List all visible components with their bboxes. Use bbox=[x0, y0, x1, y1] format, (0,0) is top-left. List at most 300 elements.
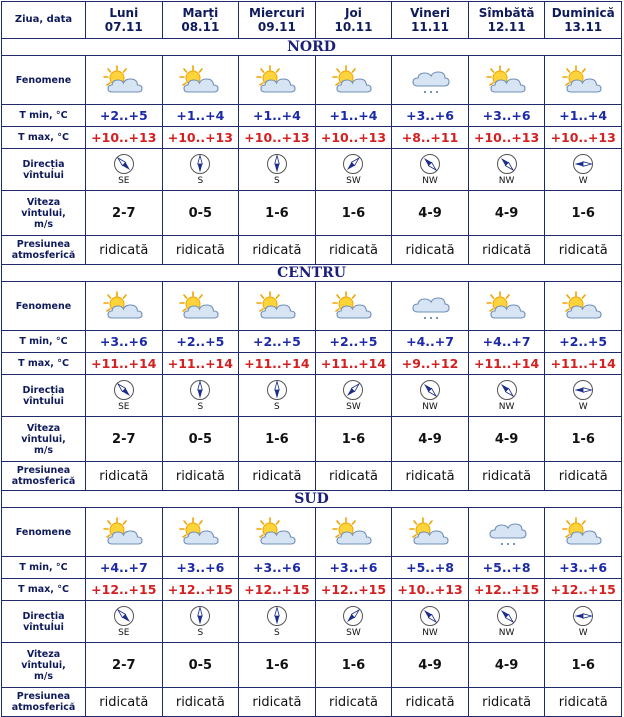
pressure-cell: ridicată bbox=[545, 236, 621, 264]
row-label-line: Viteza bbox=[26, 422, 61, 434]
compass-arrow-icon bbox=[572, 153, 594, 175]
wind-speed-cell: 1-6 bbox=[316, 191, 392, 235]
row-label-line: Fenomene bbox=[15, 74, 72, 86]
tmax-cell: +9..+12 bbox=[392, 353, 468, 374]
sun-cloud-icon bbox=[469, 290, 545, 322]
pressure-cell: ridicată bbox=[392, 688, 468, 716]
tmax-cell: +10..+13 bbox=[316, 127, 392, 148]
wind-direction-code: NW bbox=[498, 628, 515, 638]
region-title: SUD bbox=[2, 491, 621, 507]
phenomena-cell bbox=[163, 508, 239, 556]
tmin-cell: +1..+4 bbox=[239, 105, 315, 126]
pressure-cell: ridicată bbox=[316, 462, 392, 490]
phenomena-cell bbox=[86, 508, 162, 556]
sun-cloud-icon bbox=[316, 64, 392, 96]
tmax-cell: +12..+15 bbox=[86, 579, 162, 600]
compass-arrow-icon bbox=[266, 153, 288, 175]
phenomena-cell bbox=[392, 56, 468, 104]
pressure-row bbox=[2, 462, 621, 490]
wind-speed-row bbox=[2, 643, 621, 687]
phenomena-cell bbox=[163, 56, 239, 104]
phenomena-row bbox=[2, 56, 621, 104]
wind-speed-row bbox=[2, 417, 621, 461]
wind-speed-cell: 1-6 bbox=[239, 643, 315, 687]
row-label-line: vîntului, bbox=[21, 207, 66, 219]
day-name: Miercuri bbox=[249, 6, 305, 20]
row-label bbox=[2, 508, 85, 556]
day-date: 08.11 bbox=[181, 20, 220, 34]
sun-cloud-icon bbox=[86, 64, 162, 96]
row-label-line: vîntului bbox=[23, 621, 64, 633]
phenomena-cell bbox=[86, 282, 162, 330]
day-name: Vineri bbox=[410, 6, 450, 20]
wind-direction-code: SE bbox=[118, 176, 130, 186]
compass-arrow-icon bbox=[113, 379, 135, 401]
tmax-cell: +12..+15 bbox=[545, 579, 621, 600]
wind-direction bbox=[239, 153, 315, 186]
tmin-cell: +2..+5 bbox=[239, 331, 315, 352]
sun-cloud-icon bbox=[163, 64, 239, 96]
compass-arrow-icon bbox=[113, 605, 135, 627]
wind-direction bbox=[392, 379, 468, 412]
tmin-cell: +1..+4 bbox=[545, 105, 621, 126]
wind-speed-cell: 4-9 bbox=[469, 643, 545, 687]
wind-direction bbox=[86, 605, 162, 638]
tmin-row bbox=[2, 105, 621, 126]
cloud-snow-icon bbox=[392, 64, 468, 96]
wind-direction bbox=[239, 605, 315, 638]
wind-direction-code: NW bbox=[422, 402, 438, 412]
pressure-cell: ridicată bbox=[239, 688, 315, 716]
wind-direction-code: S bbox=[197, 628, 204, 638]
wind-direction bbox=[163, 379, 239, 412]
tmin-cell: +3..+6 bbox=[469, 105, 545, 126]
row-label bbox=[2, 375, 85, 416]
row-label bbox=[2, 643, 85, 687]
phenomena-cell bbox=[239, 508, 315, 556]
tmin-cell: +4..+7 bbox=[469, 331, 545, 352]
pressure-cell: ridicată bbox=[163, 236, 239, 264]
sun-cloud-icon bbox=[545, 516, 621, 548]
row-label bbox=[2, 353, 85, 374]
pressure-cell: ridicată bbox=[163, 462, 239, 490]
day-date: 09.11 bbox=[257, 20, 296, 34]
row-label bbox=[2, 417, 85, 461]
pressure-cell: ridicată bbox=[86, 688, 162, 716]
tmax-cell: +11..+14 bbox=[545, 353, 621, 374]
compass-arrow-icon bbox=[342, 153, 364, 175]
row-label-line: atmosferică bbox=[11, 476, 76, 487]
pressure-cell: ridicată bbox=[469, 688, 545, 716]
tmax-cell: +10..+13 bbox=[163, 127, 239, 148]
pressure-row bbox=[2, 236, 621, 264]
compass-arrow-icon bbox=[572, 379, 594, 401]
wind-direction-code: S bbox=[197, 176, 204, 186]
wind-speed-cell: 0-5 bbox=[163, 643, 239, 687]
wind-direction-code: SW bbox=[346, 628, 361, 638]
cloud-snow-icon bbox=[392, 290, 468, 322]
region-row bbox=[2, 39, 621, 55]
sun-cloud-icon bbox=[545, 290, 621, 322]
region-row bbox=[2, 491, 621, 507]
wind-direction-code: NW bbox=[422, 628, 438, 638]
wind-direction bbox=[316, 153, 392, 186]
wind-direction-cell bbox=[316, 375, 392, 416]
sun-cloud-icon bbox=[392, 516, 468, 548]
tmax-row bbox=[2, 127, 621, 148]
row-label-line: Fenomene bbox=[15, 526, 72, 538]
row-label-line: T max, °C bbox=[18, 358, 69, 369]
wind-direction-cell bbox=[469, 375, 545, 416]
day-date: 10.11 bbox=[334, 20, 373, 34]
wind-speed-cell: 1-6 bbox=[545, 643, 621, 687]
wind-speed-cell: 4-9 bbox=[469, 191, 545, 235]
header-day bbox=[86, 2, 162, 38]
wind-direction-cell bbox=[316, 149, 392, 190]
row-label bbox=[2, 236, 85, 264]
tmax-cell: +10..+13 bbox=[545, 127, 621, 148]
compass-arrow-icon bbox=[189, 605, 211, 627]
wind-direction-code: NW bbox=[498, 176, 515, 186]
pressure-cell: ridicată bbox=[469, 236, 545, 264]
wind-direction-row bbox=[2, 149, 621, 190]
phenomena-cell bbox=[316, 56, 392, 104]
wind-direction-cell bbox=[86, 375, 162, 416]
wind-direction bbox=[163, 153, 239, 186]
cloud-snow-icon bbox=[469, 516, 545, 548]
row-label bbox=[2, 331, 85, 352]
region-row bbox=[2, 265, 621, 281]
tmin-cell: +3..+6 bbox=[392, 105, 468, 126]
tmin-cell: +3..+6 bbox=[86, 331, 162, 352]
wind-speed-row bbox=[2, 191, 621, 235]
row-label bbox=[2, 127, 85, 148]
wind-direction-cell bbox=[239, 149, 315, 190]
row-label bbox=[2, 601, 85, 642]
region-title: CENTRU bbox=[2, 265, 621, 281]
pressure-cell: ridicată bbox=[316, 236, 392, 264]
phenomena-cell bbox=[163, 282, 239, 330]
compass-arrow-icon bbox=[419, 605, 441, 627]
row-label-line: m/s bbox=[33, 444, 54, 456]
wind-direction-code: SE bbox=[118, 402, 130, 412]
row-label bbox=[2, 149, 85, 190]
wind-direction-row bbox=[2, 375, 621, 416]
pressure-cell: ridicată bbox=[392, 236, 468, 264]
wind-direction-code: W bbox=[578, 402, 588, 412]
phenomena-row bbox=[2, 508, 621, 556]
tmax-cell: +10..+13 bbox=[239, 127, 315, 148]
phenomena-cell bbox=[545, 508, 621, 556]
row-label bbox=[2, 105, 85, 126]
row-label-line: atmosferică bbox=[11, 702, 76, 713]
pressure-cell: ridicată bbox=[239, 236, 315, 264]
day-name: Joi bbox=[345, 6, 362, 20]
wind-direction bbox=[469, 153, 545, 186]
tmin-cell: +5..+8 bbox=[469, 557, 545, 578]
wind-speed-cell: 2-7 bbox=[86, 191, 162, 235]
wind-direction bbox=[469, 605, 545, 638]
tmax-cell: +10..+13 bbox=[392, 579, 468, 600]
tmax-cell: +11..+14 bbox=[239, 353, 315, 374]
wind-direction-code: SW bbox=[346, 402, 361, 412]
wind-direction-code: S bbox=[274, 176, 280, 186]
wind-direction-cell bbox=[392, 149, 468, 190]
wind-speed-cell: 1-6 bbox=[316, 417, 392, 461]
wind-direction-cell bbox=[545, 601, 621, 642]
wind-direction-cell bbox=[239, 375, 315, 416]
tmin-cell: +3..+6 bbox=[545, 557, 621, 578]
region-title: NORD bbox=[2, 39, 621, 55]
sun-cloud-icon bbox=[545, 64, 621, 96]
tmax-cell: +11..+14 bbox=[163, 353, 239, 374]
phenomena-cell bbox=[86, 56, 162, 104]
wind-direction-code: W bbox=[578, 176, 588, 186]
pressure-cell: ridicată bbox=[469, 462, 545, 490]
wind-direction-row bbox=[2, 601, 621, 642]
compass-arrow-icon bbox=[266, 379, 288, 401]
tmin-cell: +2..+5 bbox=[86, 105, 162, 126]
wind-direction-cell bbox=[469, 601, 545, 642]
phenomena-cell bbox=[469, 282, 545, 330]
row-label-line: Presiunea bbox=[16, 465, 71, 476]
row-label-line: Presiunea bbox=[16, 691, 71, 702]
row-label-line: T min, °C bbox=[19, 110, 68, 121]
wind-speed-cell: 4-9 bbox=[392, 417, 468, 461]
wind-direction bbox=[239, 379, 315, 412]
header-day bbox=[469, 2, 545, 38]
phenomena-cell bbox=[239, 56, 315, 104]
header-row bbox=[2, 2, 621, 38]
day-name: Duminică bbox=[551, 6, 615, 20]
wind-speed-cell: 4-9 bbox=[392, 191, 468, 235]
wind-direction-cell bbox=[392, 601, 468, 642]
wind-speed-cell: 2-7 bbox=[86, 643, 162, 687]
row-label-line: Viteza bbox=[26, 648, 61, 660]
wind-direction-code: S bbox=[274, 402, 280, 412]
day-date: 13.11 bbox=[564, 20, 603, 34]
wind-direction-cell bbox=[239, 601, 315, 642]
row-label-line: Direcția bbox=[22, 158, 65, 170]
wind-direction bbox=[545, 605, 621, 638]
tmin-cell: +3..+6 bbox=[163, 557, 239, 578]
row-label-line: Direcția bbox=[22, 610, 65, 622]
tmin-cell: +1..+4 bbox=[316, 105, 392, 126]
wind-speed-cell: 0-5 bbox=[163, 417, 239, 461]
row-label-line: Fenomene bbox=[15, 300, 72, 312]
pressure-cell: ridicată bbox=[86, 462, 162, 490]
wind-direction-code: S bbox=[197, 402, 204, 412]
sun-cloud-icon bbox=[239, 516, 315, 548]
phenomena-cell bbox=[239, 282, 315, 330]
compass-arrow-icon bbox=[342, 379, 364, 401]
pressure-cell: ridicată bbox=[239, 462, 315, 490]
day-date: 12.11 bbox=[487, 20, 526, 34]
row-label bbox=[2, 462, 85, 490]
wind-direction bbox=[163, 605, 239, 638]
row-label bbox=[2, 191, 85, 235]
row-label-line: Presiunea bbox=[16, 239, 71, 250]
row-label bbox=[2, 579, 85, 600]
wind-speed-cell: 4-9 bbox=[392, 643, 468, 687]
header-corner-label: Ziua, data bbox=[2, 2, 85, 38]
phenomena-cell bbox=[545, 282, 621, 330]
pressure-cell: ridicată bbox=[392, 462, 468, 490]
wind-direction bbox=[86, 153, 162, 186]
tmin-cell: +5..+8 bbox=[392, 557, 468, 578]
compass-arrow-icon bbox=[419, 153, 441, 175]
tmax-cell: +11..+14 bbox=[86, 353, 162, 374]
row-label-line: m/s bbox=[33, 670, 54, 682]
wind-direction-cell bbox=[163, 149, 239, 190]
wind-direction-code: W bbox=[578, 628, 588, 638]
wind-direction-cell bbox=[163, 601, 239, 642]
tmax-cell: +11..+14 bbox=[469, 353, 545, 374]
wind-direction-cell bbox=[545, 149, 621, 190]
wind-direction bbox=[392, 605, 468, 638]
pressure-cell: ridicată bbox=[316, 688, 392, 716]
wind-direction-code: NW bbox=[422, 176, 438, 186]
header-day bbox=[392, 2, 468, 38]
tmax-cell: +10..+13 bbox=[469, 127, 545, 148]
day-date: 11.11 bbox=[411, 20, 450, 34]
wind-direction-code: SE bbox=[118, 628, 130, 638]
compass-arrow-icon bbox=[496, 379, 518, 401]
forecast-table bbox=[1, 1, 622, 717]
phenomena-cell bbox=[469, 56, 545, 104]
tmin-cell: +2..+5 bbox=[316, 331, 392, 352]
sun-cloud-icon bbox=[239, 290, 315, 322]
sun-cloud-icon bbox=[163, 290, 239, 322]
wind-direction bbox=[86, 379, 162, 412]
wind-direction-cell bbox=[545, 375, 621, 416]
tmax-cell: +12..+15 bbox=[239, 579, 315, 600]
row-label-line: T min, °C bbox=[19, 562, 68, 573]
header-day bbox=[545, 2, 621, 38]
row-label-line: T max, °C bbox=[18, 132, 69, 143]
row-label-line: vîntului bbox=[23, 395, 64, 407]
sun-cloud-icon bbox=[316, 290, 392, 322]
day-date: 07.11 bbox=[104, 20, 143, 34]
wind-speed-cell: 0-5 bbox=[163, 191, 239, 235]
compass-arrow-icon bbox=[419, 379, 441, 401]
wind-direction bbox=[545, 153, 621, 186]
wind-direction-cell bbox=[469, 149, 545, 190]
pressure-cell: ridicată bbox=[545, 688, 621, 716]
wind-direction-cell bbox=[316, 601, 392, 642]
row-label bbox=[2, 282, 85, 330]
wind-speed-cell: 1-6 bbox=[316, 643, 392, 687]
wind-speed-cell: 1-6 bbox=[239, 417, 315, 461]
tmax-cell: +12..+15 bbox=[316, 579, 392, 600]
row-label-line: m/s bbox=[33, 218, 54, 230]
tmin-cell: +4..+7 bbox=[392, 331, 468, 352]
row-label-line: vîntului, bbox=[21, 433, 66, 445]
row-label-line: vîntului, bbox=[21, 659, 66, 671]
tmax-cell: +12..+15 bbox=[469, 579, 545, 600]
day-name: Sîmbătă bbox=[478, 6, 535, 20]
compass-arrow-icon bbox=[572, 605, 594, 627]
phenomena-cell bbox=[392, 282, 468, 330]
wind-direction bbox=[545, 379, 621, 412]
compass-arrow-icon bbox=[496, 605, 518, 627]
wind-speed-cell: 1-6 bbox=[545, 191, 621, 235]
compass-arrow-icon bbox=[189, 379, 211, 401]
phenomena-cell bbox=[392, 508, 468, 556]
phenomena-cell bbox=[545, 56, 621, 104]
wind-direction bbox=[316, 379, 392, 412]
wind-direction-cell bbox=[86, 601, 162, 642]
wind-direction bbox=[392, 153, 468, 186]
row-label-line: vîntului bbox=[23, 169, 64, 181]
phenomena-cell bbox=[316, 508, 392, 556]
pressure-cell: ridicată bbox=[163, 688, 239, 716]
tmin-cell: +4..+7 bbox=[86, 557, 162, 578]
tmax-cell: +8..+11 bbox=[392, 127, 468, 148]
row-label-line: T max, °C bbox=[18, 584, 69, 595]
header-day bbox=[239, 2, 315, 38]
tmin-row bbox=[2, 331, 621, 352]
tmin-cell: +2..+5 bbox=[163, 331, 239, 352]
wind-direction-cell bbox=[392, 375, 468, 416]
tmin-cell: +3..+6 bbox=[316, 557, 392, 578]
wind-direction-cell bbox=[163, 375, 239, 416]
wind-direction-code: SW bbox=[346, 176, 361, 186]
day-name: Marți bbox=[182, 6, 219, 20]
sun-cloud-icon bbox=[86, 290, 162, 322]
wind-direction-code: S bbox=[274, 628, 280, 638]
wind-direction-cell bbox=[86, 149, 162, 190]
tmin-cell: +2..+5 bbox=[545, 331, 621, 352]
compass-arrow-icon bbox=[266, 605, 288, 627]
tmax-cell: +11..+14 bbox=[316, 353, 392, 374]
tmax-cell: +10..+13 bbox=[86, 127, 162, 148]
tmin-row bbox=[2, 557, 621, 578]
wind-direction bbox=[316, 605, 392, 638]
row-label bbox=[2, 557, 85, 578]
forecast-body bbox=[2, 2, 621, 716]
row-label-line: atmosferică bbox=[11, 250, 76, 261]
wind-direction bbox=[469, 379, 545, 412]
compass-arrow-icon bbox=[113, 153, 135, 175]
wind-direction-code: NW bbox=[498, 402, 515, 412]
pressure-row bbox=[2, 688, 621, 716]
sun-cloud-icon bbox=[469, 64, 545, 96]
row-label-line: T min, °C bbox=[19, 336, 68, 347]
phenomena-row bbox=[2, 282, 621, 330]
pressure-cell: ridicată bbox=[545, 462, 621, 490]
compass-arrow-icon bbox=[342, 605, 364, 627]
phenomena-cell bbox=[469, 508, 545, 556]
sun-cloud-icon bbox=[239, 64, 315, 96]
day-name: Luni bbox=[109, 6, 139, 20]
tmax-row bbox=[2, 579, 621, 600]
sun-cloud-icon bbox=[163, 516, 239, 548]
wind-speed-cell: 4-9 bbox=[469, 417, 545, 461]
compass-arrow-icon bbox=[496, 153, 518, 175]
header-day bbox=[316, 2, 392, 38]
row-label bbox=[2, 56, 85, 104]
row-label-line: Direcția bbox=[22, 384, 65, 396]
compass-arrow-icon bbox=[189, 153, 211, 175]
wind-speed-cell: 2-7 bbox=[86, 417, 162, 461]
sun-cloud-icon bbox=[316, 516, 392, 548]
sun-cloud-icon bbox=[86, 516, 162, 548]
phenomena-cell bbox=[316, 282, 392, 330]
tmax-row bbox=[2, 353, 621, 374]
row-label-line: Viteza bbox=[26, 196, 61, 208]
wind-speed-cell: 1-6 bbox=[545, 417, 621, 461]
